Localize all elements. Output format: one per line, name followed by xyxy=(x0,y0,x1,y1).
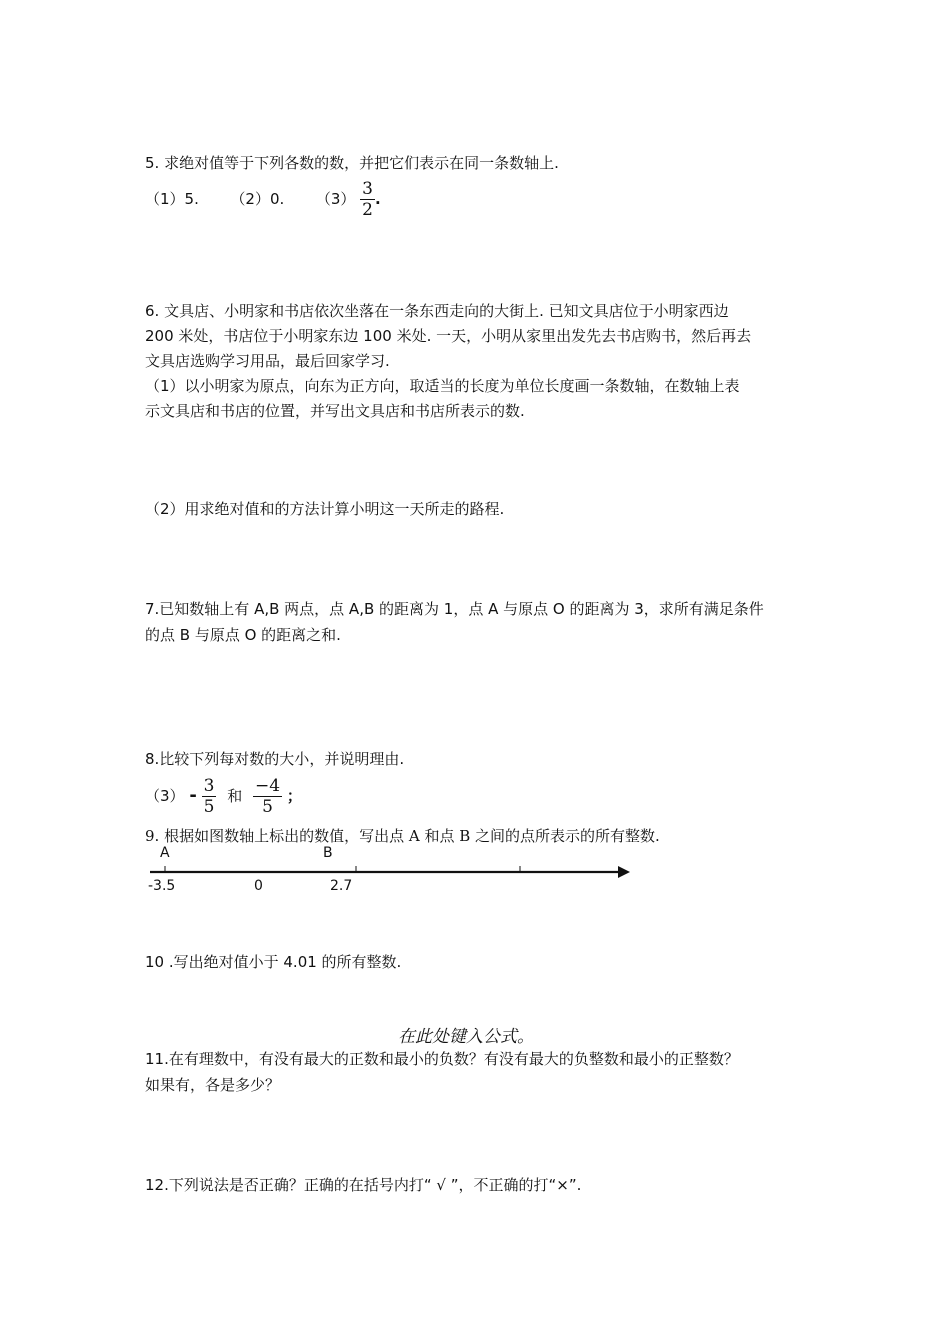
fraction-denominator: 5 xyxy=(262,797,273,817)
fraction-denominator: 5 xyxy=(203,797,215,817)
q6-line-3: 文具店选购学习用品，最后回家学习. xyxy=(145,352,390,370)
q6-line-2: 200 米处，书店位于小明家东边 100 米处. 一天，小明从家里出发先去书店购书，然后再去 xyxy=(145,327,752,345)
tick-label: -3.5 xyxy=(148,878,176,894)
number-line-svg xyxy=(140,845,640,895)
q8-conjunction: 和 xyxy=(227,787,243,805)
q11-line-2: 如果有，各是多少？ xyxy=(145,1076,281,1094)
q5-part-2: （2）0. xyxy=(230,190,285,208)
minus-sign: - xyxy=(189,785,197,806)
q5-stem: 5. 求绝对值等于下列各数的数，并把它们表示在同一条数轴上. xyxy=(145,154,559,172)
arrow-head-icon xyxy=(618,866,630,878)
q5-parts xyxy=(145,180,381,219)
formula-placeholder[interactable]: 在此处键入公式。 xyxy=(398,1027,534,1047)
q8-stem: 8.比较下列每对数的大小，并说明理由. xyxy=(145,750,405,768)
fraction-numerator: 3 xyxy=(362,179,373,199)
tick-label: 0 xyxy=(254,878,263,894)
point-b-label: B xyxy=(323,845,333,861)
q5-part-1: （1）5. xyxy=(145,190,199,208)
fraction-denominator: 2 xyxy=(362,200,373,220)
q6-line-1: 6. 文具店、小明家和书店依次坐落在一条东西走向的大街上. 已知文具店位于小明家西边 xyxy=(145,302,729,320)
q9-stem: 9. 根据如图数轴上标出的数值，写出点 A 和点 B 之间的点所表示的所有整数. xyxy=(145,827,660,845)
q9-number-line-figure xyxy=(140,845,640,895)
q6-part-1-line-1: （1）以小明家为原点，向东为正方向，取适当的长度为单位长度画一条数轴，在数轴上表 xyxy=(145,377,740,395)
q5-fraction-3-2 xyxy=(360,180,375,219)
q8-end-punct: ； xyxy=(286,787,302,805)
q8-fraction-neg4-5 xyxy=(253,777,282,816)
q10-stem: 10 .写出绝对值小于 4.01 的所有整数. xyxy=(145,953,402,971)
point-a-label: A xyxy=(160,845,170,861)
q8-comparison xyxy=(145,774,302,818)
fraction-numerator: −4 xyxy=(255,776,281,796)
q5-part-3-label: （3） xyxy=(315,190,356,208)
q7-line-1: 7.已知数轴上有 A,B 两点，点 A,B 的距离为 1，点 A 与原点 O 的距离为 3，求所有满足条件 xyxy=(145,600,764,618)
q11-line-1: 11.在有理数中，有没有最大的正数和最小的负数？有没有最大的负整数和最小的正整数？ xyxy=(145,1050,739,1068)
q6-part-2: （2）用求绝对值和的方法计算小明这一天所走的路程. xyxy=(145,500,505,518)
q12-stem: 12.下列说法是否正确？正确的在括号内打“ √ ”，不正确的打“×”. xyxy=(145,1176,582,1194)
tick-label: 2.7 xyxy=(330,878,353,894)
q8-fraction-3-5 xyxy=(202,777,217,816)
fraction-numerator: 3 xyxy=(203,776,215,796)
q7-line-2: 的点 B 与原点 O 的距离之和. xyxy=(145,626,341,644)
q5-part-3-period: . xyxy=(375,190,381,208)
q8-part-label: （3） xyxy=(145,787,185,805)
q6-part-1-line-2: 示文具店和书店的位置，并写出文具店和书店所表示的数. xyxy=(145,402,525,420)
